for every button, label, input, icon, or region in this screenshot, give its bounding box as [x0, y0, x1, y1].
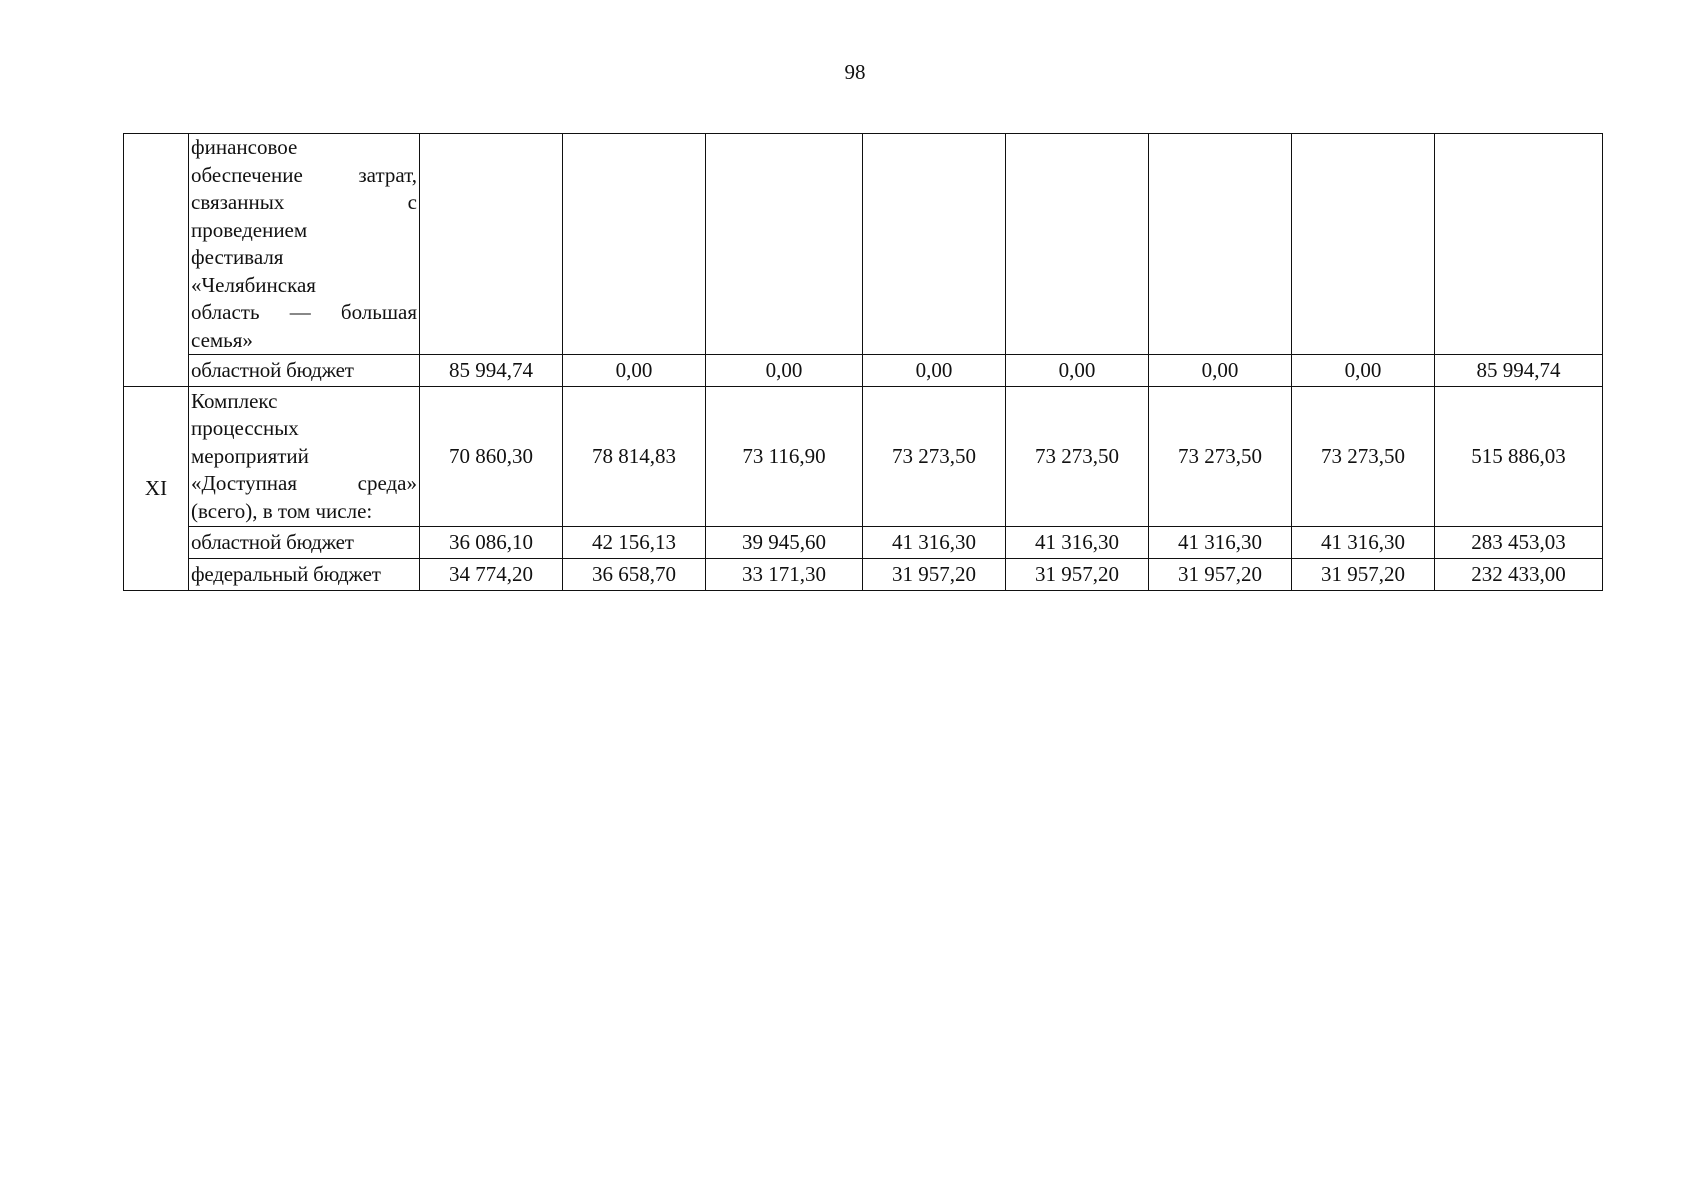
description-line: финансовое: [191, 135, 298, 159]
budget-table: [123, 133, 1603, 591]
description-line: «Челябинская: [191, 272, 316, 297]
value-cell: [1006, 134, 1149, 355]
value-cell: 78 814,83: [563, 387, 706, 527]
value-cell: 73 273,50: [1149, 387, 1292, 527]
description-line: (всего), в том числе:: [191, 498, 373, 523]
row-description: областной бюджет: [189, 527, 420, 559]
value-cell: 85 994,74: [1435, 355, 1603, 387]
value-cell: 31 957,20: [863, 559, 1006, 591]
value-cell: 73 116,90: [706, 387, 863, 527]
value-cell: 41 316,30: [863, 527, 1006, 559]
value-cell: 85 994,74: [420, 355, 563, 387]
table-row: [124, 559, 1603, 591]
value-cell: [1292, 134, 1435, 355]
row-description: [189, 387, 420, 527]
table-row: [124, 134, 1603, 355]
row-description: [189, 134, 420, 355]
description-line: связанных с: [191, 190, 417, 214]
value-cell: 73 273,50: [1292, 387, 1435, 527]
description-line: обеспечение затрат,: [191, 162, 417, 187]
value-cell: [863, 134, 1006, 355]
table-row: [124, 387, 1603, 527]
value-cell: 0,00: [563, 355, 706, 387]
row-description: федеральный бюджет: [189, 559, 420, 591]
value-cell: 31 957,20: [1006, 559, 1149, 591]
value-cell: 42 156,13: [563, 527, 706, 559]
description-line: мероприятий: [191, 443, 309, 468]
value-cell: 41 316,30: [1149, 527, 1292, 559]
value-cell: 41 316,30: [1292, 527, 1435, 559]
section-number-cell: [124, 134, 189, 387]
value-cell: 232 433,00: [1435, 559, 1603, 591]
value-cell: [706, 134, 863, 355]
description-line: «Доступная среда»: [191, 471, 417, 496]
value-cell: 36 658,70: [563, 559, 706, 591]
value-cell: [1435, 134, 1603, 355]
row-description: областной бюджет: [189, 355, 420, 387]
description-line: семья»: [191, 327, 253, 352]
value-cell: 31 957,20: [1292, 559, 1435, 591]
value-cell: 0,00: [1149, 355, 1292, 387]
description-line: процессных: [191, 416, 299, 441]
value-cell: 31 957,20: [1149, 559, 1292, 591]
value-cell: [563, 134, 706, 355]
description-line: Комплекс: [191, 388, 278, 413]
description-line: фестиваля: [191, 245, 284, 269]
value-cell: [420, 134, 563, 355]
value-cell: 515 886,03: [1435, 387, 1603, 527]
value-cell: 0,00: [863, 355, 1006, 387]
value-cell: 73 273,50: [1006, 387, 1149, 527]
table-row: [124, 527, 1603, 559]
value-cell: 39 945,60: [706, 527, 863, 559]
value-cell: 0,00: [706, 355, 863, 387]
value-cell: 0,00: [1292, 355, 1435, 387]
description-line: проведением: [191, 217, 308, 242]
value-cell: 34 774,20: [420, 559, 563, 591]
value-cell: 0,00: [1006, 355, 1149, 387]
value-cell: [1149, 134, 1292, 355]
value-cell: 33 171,30: [706, 559, 863, 591]
page-number: 98: [844, 60, 866, 84]
value-cell: 70 860,30: [420, 387, 563, 527]
value-cell: 283 453,03: [1435, 527, 1603, 559]
value-cell: 41 316,30: [1006, 527, 1149, 559]
description-line: область — большая: [191, 300, 417, 324]
value-cell: 73 273,50: [863, 387, 1006, 527]
section-number-cell: XI: [124, 387, 189, 591]
table-row: [124, 355, 1603, 387]
value-cell: 36 086,10: [420, 527, 563, 559]
